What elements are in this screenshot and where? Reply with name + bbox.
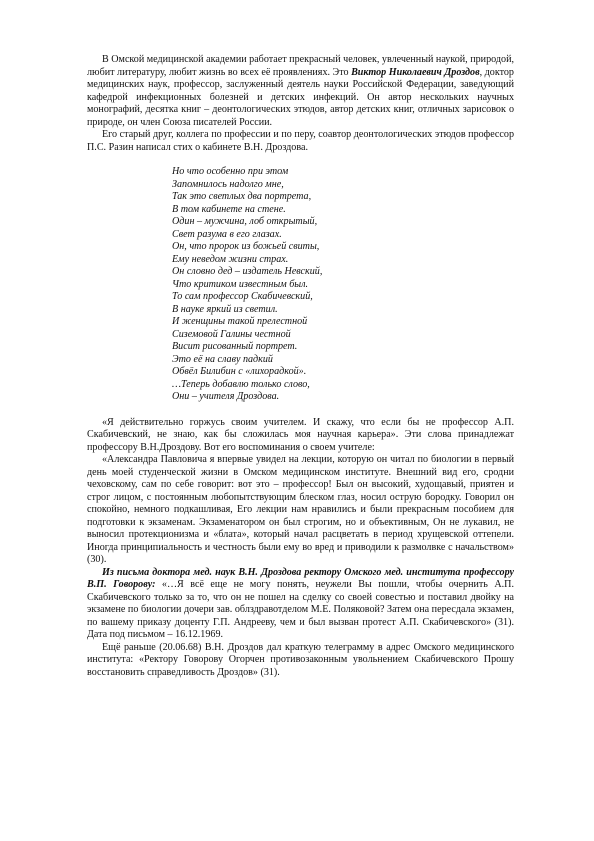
section-gap [87,404,514,417]
paragraph-letter [87,567,514,642]
paragraph-pride [87,417,514,455]
poem-line: Так это светлых два портрета, [172,191,312,202]
poem-line: Но что особенно при этом [172,166,289,177]
poem-line: В науке яркий из светил. [172,303,278,315]
memoir-section [87,417,514,680]
poem-line: Один – мужчина, лоб открытый, [172,216,318,227]
poem-line: То сам профессор Скабичевский, [172,291,313,302]
poem-line: И женщины такой прелестной [172,316,308,327]
document-page [87,54,514,679]
intro-section [87,54,514,154]
name-highlight: Виктор Николаевич Дроздов [351,66,480,78]
paragraph-memoir [87,454,514,567]
telegram-text: Ещё раньше (20.06.68) В.Н. Дроздов дал краткую телеграмму в адрес Омского медицинского института: «Ректору Говорову Огорчен противозаконным увольнением Скабичевского Прошу восстановить справедливость Дроздов» (31). [87,641,514,678]
poem-line: Висит рисованный портрет. [172,341,298,352]
poem-line: Они – учителя Дроздова. [172,391,280,402]
poem-line: Ему неведом жизни страх. [172,253,289,265]
letter-heading: Из письма доктора мед. наук В.Н. Дроздова ректору Омского мед. института профессору В.П. Говорову: [87,566,514,590]
poem-line: …Теперь добавлю только слово, [172,378,310,390]
friend-text: Его старый друг, коллега по профессии и по перу, соавтор деонтологических этюдов профессор П.С. Разин написал стих о кабинете В.Н. Дроздова. [87,129,514,153]
poem-line: Он, что пророк из божьей свиты, [172,241,320,252]
intro-text-1: В Омской медицинской академии работает прекрасный человек, увлеченный наукой, природой, любит литературу, любит жизнь во всех её проявлениях. Это [87,54,514,78]
poem-block [172,166,514,404]
poem-line: Обвёл Билибин с «лихорадкой». [172,366,307,377]
poem-line: Он словно дед – издатель Невский, [172,266,323,277]
paragraph-telegram [87,642,514,680]
memoir-text: «Александра Павловича я впервые увидел на лекции, которую он читал по биологии в первый день моей студенческой жизни в Омском медицинском институте. Внешний вид его, сродни чеховскому, сам по себе говорит: вот это – профессор! Был он высокий, худощавый, приятен и строг лицом, с постоянным любопытствующим блеском глаз, носил острую бородку. Говорил он спокойно, немного подкашливая, Его лекции нам нравились и были прекрасным пособием для подготовки к экзаменам. Экзаменатором он был строгим, но и объективным, Он не лукавил, не выносил протекционизма и «блата», который начал расцветать в период хрущевской оттепели. Иногда принципиальность и честность были ему во вред и приводили к размолвке с начальством» (30). [87,454,514,565]
poem-line: Сиземовой Галины честной [172,328,291,340]
paragraph-intro [87,54,514,129]
poem-line: Свет разума в его глазах. [172,228,282,240]
intro-text-2: , доктор медицинских наук, профессор, заслуженный деятель науки Российской Федерации, заведующий кафедрой инфекционных болезней и детских инфекций. Он автор нескольких научных монографий, десятка книг – деонтологических этюдов, автор детских книг, отличных зарисовок о природе, он член Союза писателей России. [87,66,514,128]
poem-line: Запомнилось надолго мне, [172,178,284,190]
letter-text: «…Я всё еще не могу понять, неужели Вы пошли, чтобы очернить А.П. Скабичевского только за то, что он не пошел на сделку со своей совестью и поставил двойку на экзамене по биологии дочери зав. облздравотделом М.Е. Поляковой? Затем она пересдала экзамен, по вашему приказу доценту Г.П. Андрееву, чем и был вызван протест А.П. Скабичевского» (31). Дата под письмом – 16.12.1969. [87,579,514,640]
paragraph-friend [87,129,514,154]
pride-text: «Я действительно горжусь своим учителем. И скажу, что если бы не профессор А.П. Скабичевский, не знаю, как бы сложилась моя научная карьера». Эти слова принадлежат профессору В.Н.Дроздову. Вот его воспоминания о своем учителе: [87,416,514,453]
poem-line: Это её на славу падкий [172,353,273,365]
poem-line: Что критиком известным был. [172,278,309,290]
poem-line: В том кабинете на стене. [172,203,286,215]
